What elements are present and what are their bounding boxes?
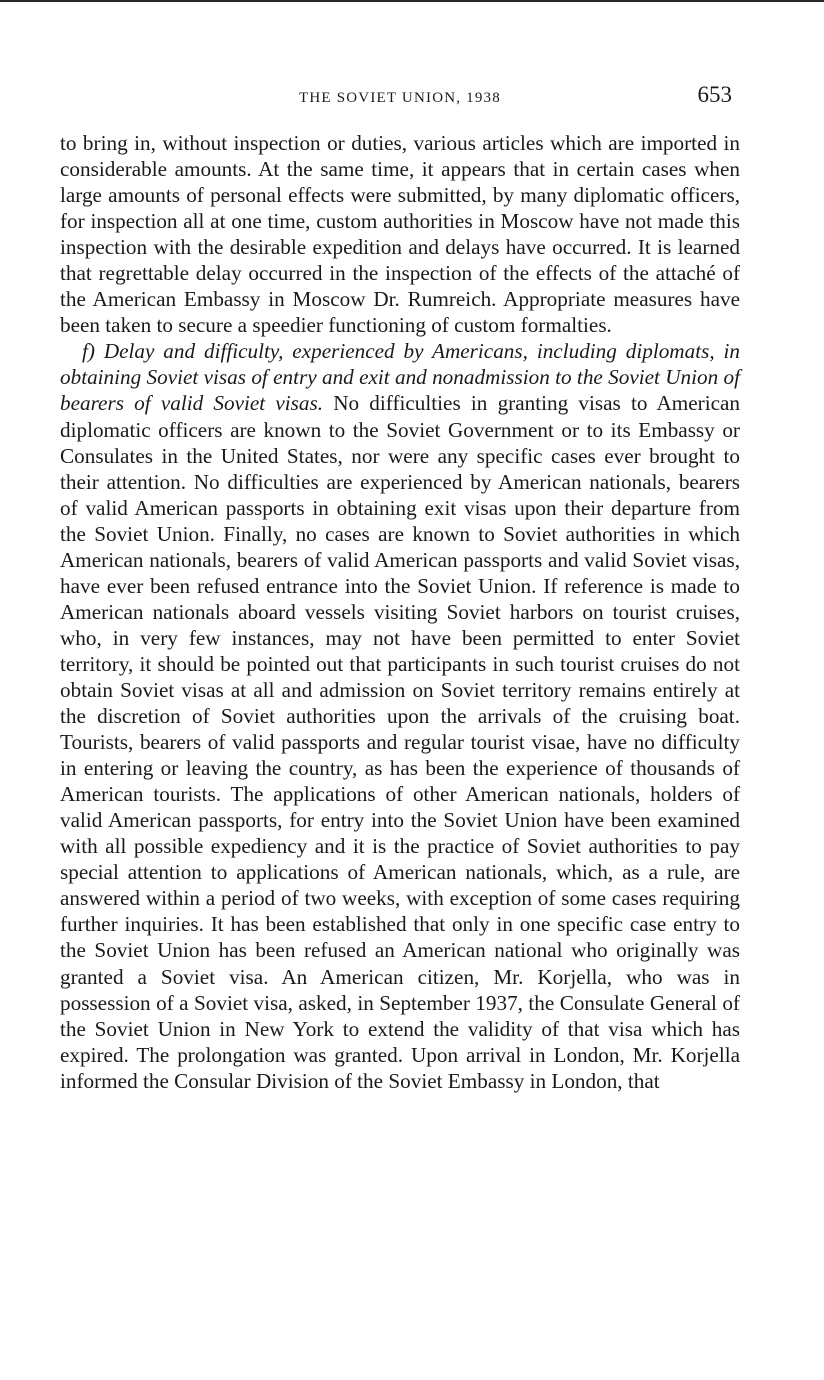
- running-title: THE SOVIET UNION, 1938: [299, 90, 501, 106]
- paragraph-1: to bring in, without inspection or duties, various articles which are imported in considerable amounts. At the same time, it appears that in certain cases when large amounts of personal effects were submitted, by many diplomatic officers, for inspection all at one time, custom authorities in Moscow have not made this inspection with the desirable expedition and delays have occurred. It is learned that regrettable delay occurred in the inspection of the effects of the attaché of the American Embassy in Moscow Dr. Rumreich. Appropriate measures have been taken to secure a speedier functioning of custom formalties.: [60, 131, 740, 338]
- body-text: [60, 130, 740, 1094]
- page-number: 653: [697, 82, 732, 107]
- paragraph-2-heading: f) Delay and difficulty, experienced by Americans, including diplomats, in obtaining Soviet visas of entry and exit and nonadmission to the Soviet Union of bearers of valid Soviet visas.: [60, 339, 740, 416]
- page-header: [60, 82, 740, 112]
- paragraph-2-text: No difficulties in granting visas to American diplomatic officers are known to the Soviet Government or to its Embassy or Consulates in the United States, nor were any specific cases ever brought to their attention. No difficulties are experienced by American nationals, bearers of valid American passports in obtaining exit visas upon their departure from the Soviet Union. Finally, no cases are known to Soviet authorities in which American nationals, bearers of valid American passports and valid Soviet visas, have ever been refused entrance into the Soviet Union. If reference is made to American nationals aboard vessels visiting Soviet harbors on tourist cruises, who, in very few instances, may not have been permitted to enter Soviet territory, it should be pointed out that participants in such tourist cruises do not obtain Soviet visas at all and admission on Soviet territory remains entirely at the discretion of Soviet authorities upon the arrivals of the cruising boat. Tourists, bearers of valid passports and regular tourist visae, have no difficulty in entering or leaving the country, as has been the experience of thousands of American tourists. The applications of other American nationals, holders of valid American passports, for entry into the Soviet Union have been examined with all possible expediency and it is the practice of Soviet authorities to pay special attention to applications of American nationals, which, as a rule, are answered within a period of two weeks, with exception of some cases requiring further inquiries. It has been established that only in one specific case entry to the Soviet Union has been refused an American national who originally was granted a Soviet visa. An American citizen, Mr. Korjella, who was in possession of a Soviet visa, asked, in September 1937, the Consulate General of the Soviet Union in New York to extend the validity of that visa which has expired. The prolongation was granted. Upon arrival in London, Mr. Korjella informed the Consular Division of the Soviet Embassy in London, that: [60, 391, 740, 1093]
- paragraph-2: [60, 338, 740, 1093]
- top-edge-rule: [0, 0, 824, 2]
